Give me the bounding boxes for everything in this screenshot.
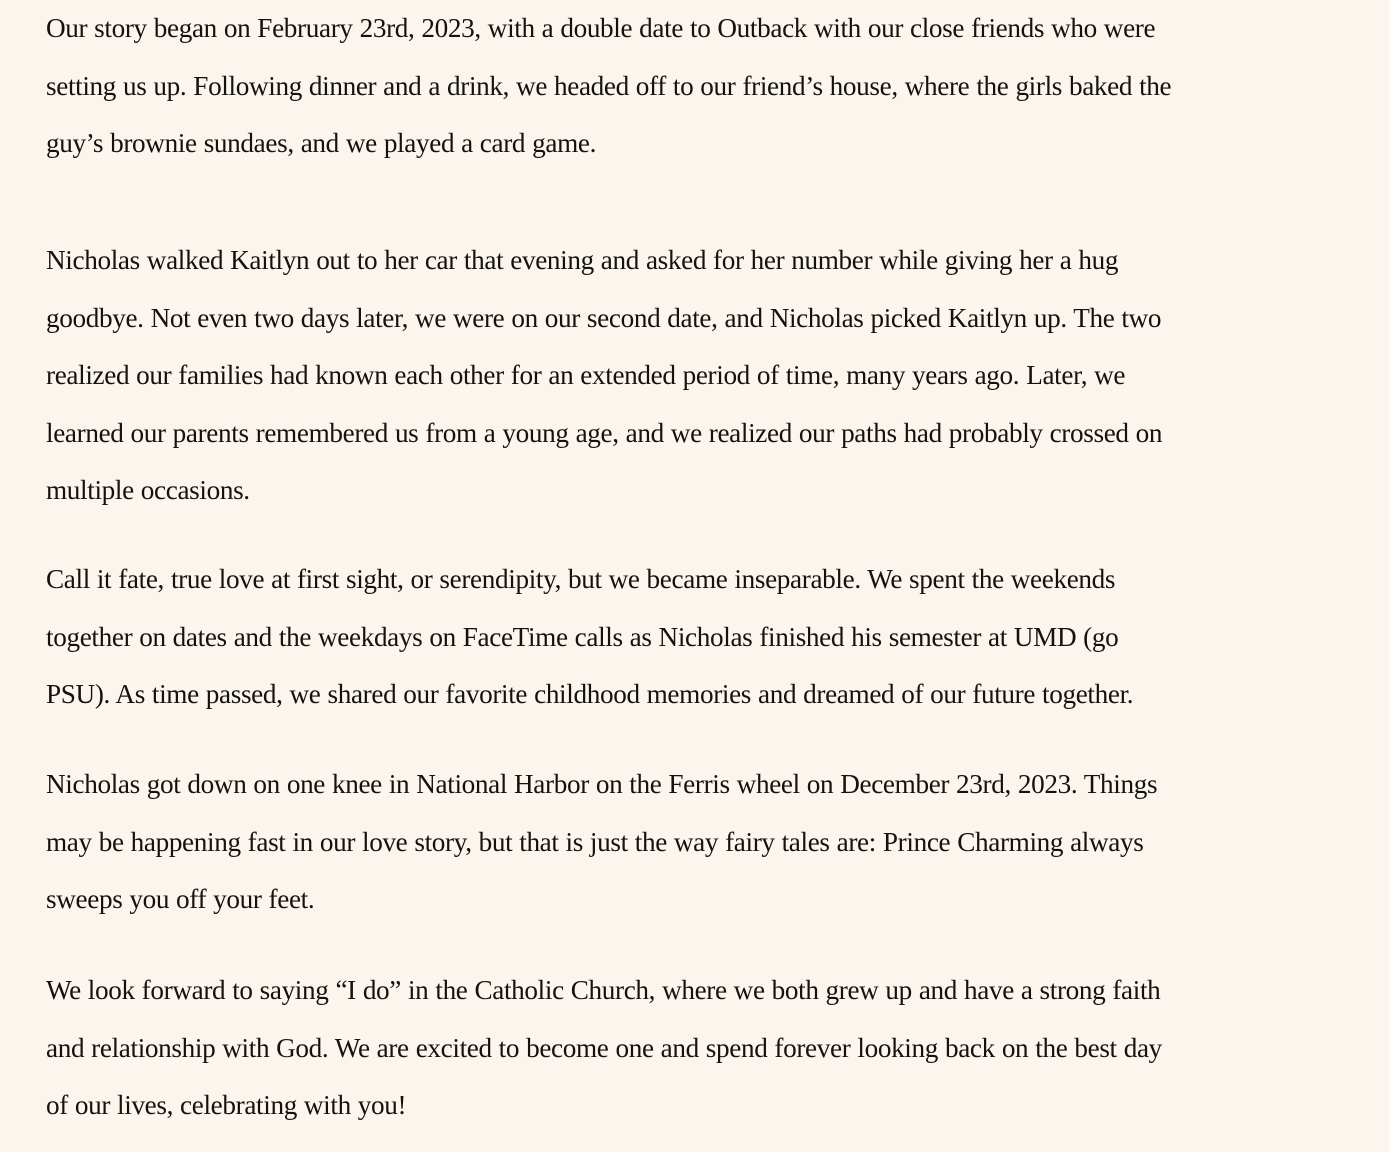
story-paragraph-second-date — [46, 232, 1162, 520]
story-paragraph-first-date — [46, 0, 1171, 173]
text-line: may be happening fast in our love story, but that is just the way fairy tales are: Prince Charming always — [46, 826, 1144, 857]
text-line: PSU). As time passed, we shared our favorite childhood memories and dreamed of our future together. — [46, 679, 1134, 709]
text-line: We look forward to saying “I do” in the Catholic Church, where we both grew up and have a strong faith — [46, 975, 1161, 1005]
text-line: guy’s brownie sundaes, and we played a card game. — [46, 128, 597, 158]
text-line: multiple occasions. — [46, 475, 250, 505]
text-line: Our story began on February 23rd, 2023, with a double date to Outback with our close friends who were — [46, 13, 1156, 43]
text-line: realized our families had known each other for an extended period of time, many years ago. Later, we — [46, 360, 1126, 390]
text-line: and relationship with God. We are excited to become one and spend forever looking back on the best day — [46, 1032, 1162, 1063]
text-line: Nicholas got down on one knee in National Harbor on the Ferris wheel on December 23rd, 2023. Things — [46, 769, 1158, 799]
text-line: sweeps you off your feet. — [46, 884, 315, 914]
text-line: Call it fate, true love at first sight, or serendipity, but we became inseparable. We spent the weekends — [46, 564, 1116, 594]
text-line: setting us up. Following dinner and a drink, we headed off to our friend’s house, where the girls baked the — [46, 70, 1172, 101]
text-line: learned our parents remembered us from a young age, and we realized our paths had probably crossed on — [46, 417, 1163, 448]
story-paragraph-wedding — [46, 962, 1162, 1135]
text-line: goodbye. Not even two days later, we were on our second date, and Nicholas picked Kaitlyn up. The two — [46, 302, 1162, 333]
text-line: together on dates and the weekdays on FaceTime calls as Nicholas finished his semester at UMD (go — [46, 621, 1119, 652]
story-paragraph-proposal — [46, 756, 1157, 929]
text-line: Nicholas walked Kaitlyn out to her car that evening and asked for her number while giving her a hug — [46, 245, 1119, 275]
text-line: of our lives, celebrating with you! — [46, 1090, 407, 1120]
story-paragraph-inseparable — [46, 551, 1133, 724]
